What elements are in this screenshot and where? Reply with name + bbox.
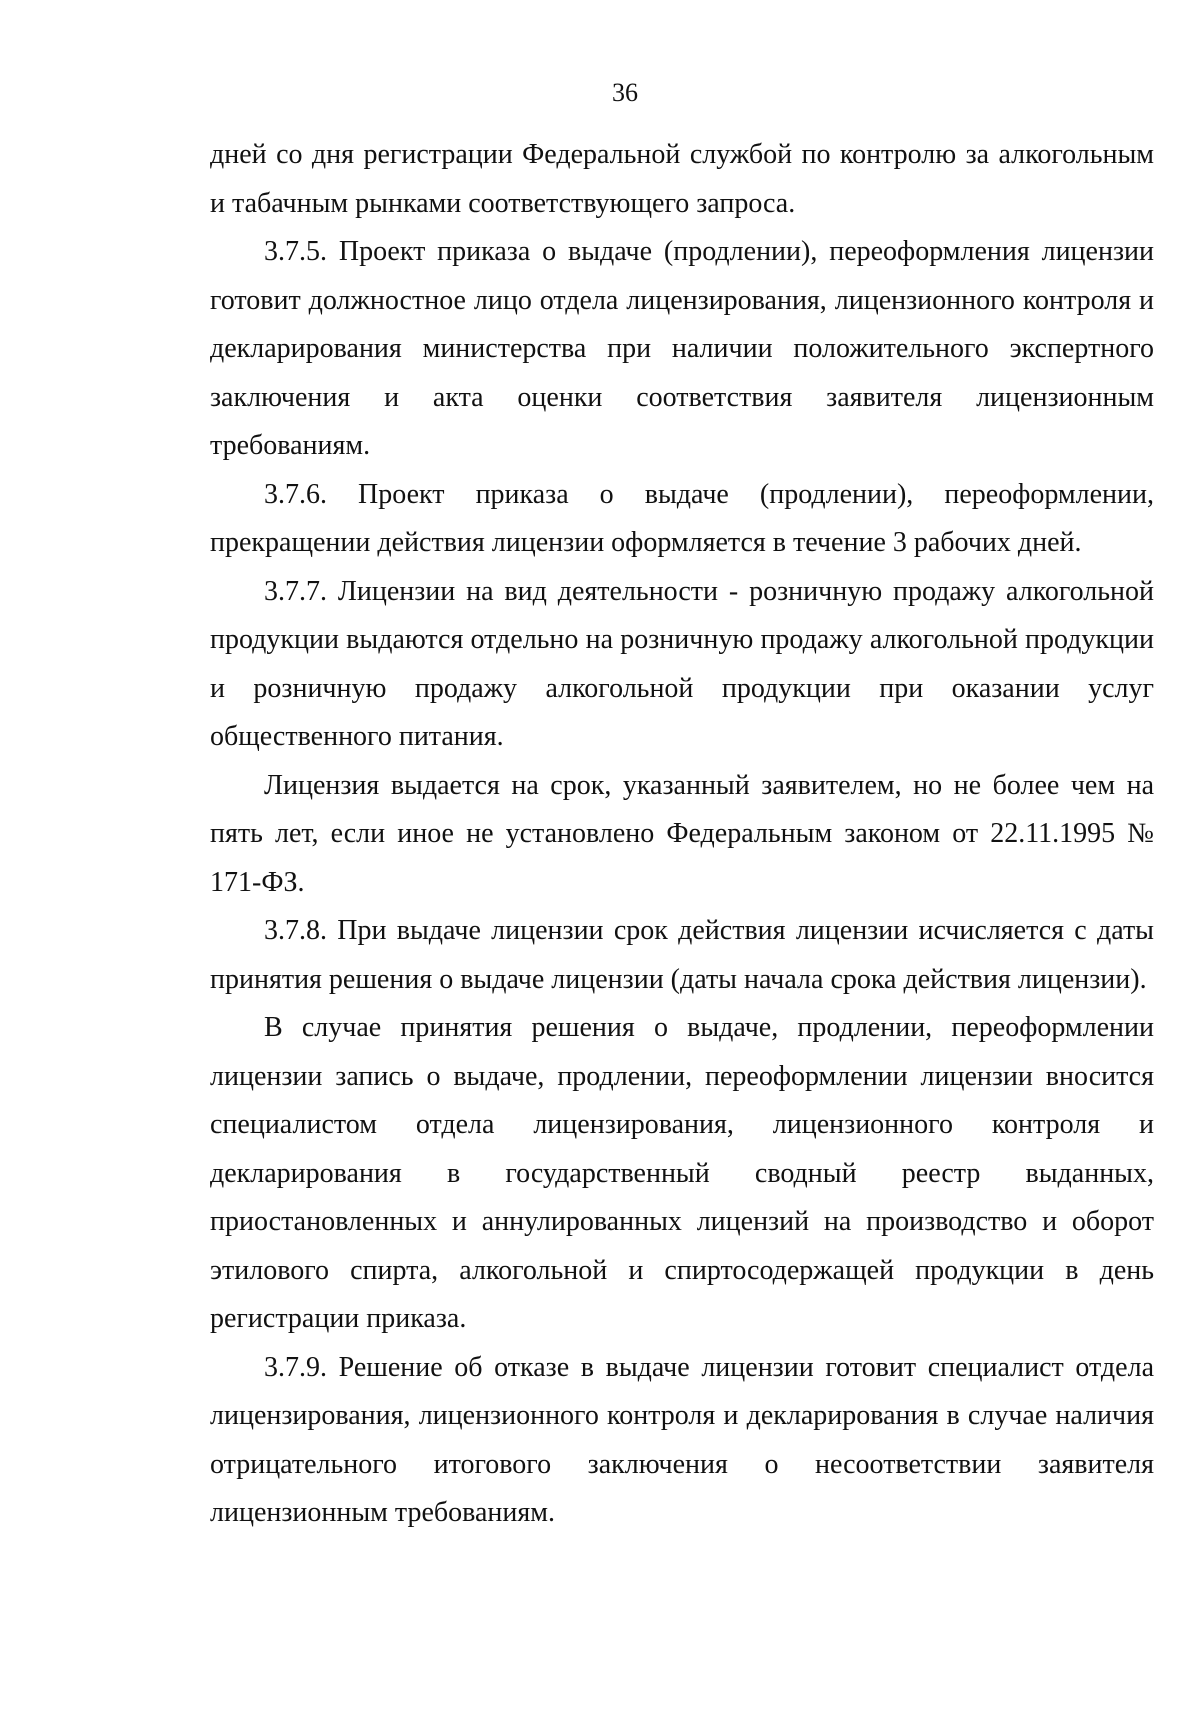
paragraph-license-term: Лицензия выдается на срок, указанный заявителем, но не более чем на пять лет, если иное не установлено Федеральным законом от 22.11.1995 № 171-ФЗ. — [210, 769, 1154, 898]
paragraph-continuation: дней со дня регистрации Федеральной службой по контролю за алкогольным и табачным рынками соответствующего запроса. — [210, 139, 1154, 219]
paragraph-3-7-5: 3.7.5. Проект приказа о выдаче (продлении), переоформления лицензии готовит должностное лицо отдела лицензирования, лицензионного контроля и декларирования министерства при наличии положительного экспертного заключения и акта оценки соответствия заявителя лицензионным требованиям. — [210, 236, 1154, 461]
document-body — [210, 131, 1154, 1538]
paragraph-registry-entry: В случае принятия решения о выдаче, продлении, переоформлении лицензии запись о выдаче, продлении, переоформлении лицензии вносится специалистом отдела лицензирования, лицензионного контроля и декларирования в государственный сводный реестр выданных, приостановленных и аннулированных лицензий на производство и оборот этилового спирта, алкогольной и спиртосодержащей продукции в день регистрации приказа. — [210, 1012, 1154, 1334]
paragraph-3-7-8: 3.7.8. При выдаче лицензии срок действия лицензии исчисляется с даты принятия решения о выдаче лицензии (даты начала срока действия лицензии). — [210, 915, 1154, 995]
paragraph-3-7-6: 3.7.6. Проект приказа о выдаче (продлении), переоформлении, прекращении действия лицензии оформляется в течение 3 рабочих дней. — [210, 478, 1154, 558]
paragraph-3-7-9: 3.7.9. Решение об отказе в выдаче лицензии готовит специалист отдела лицензирования, лицензионного контроля и декларирования в случае наличия отрицательного итогового заключения о несоответствии заявителя лицензионным требованиям. — [210, 1351, 1154, 1528]
paragraph-3-7-7: 3.7.7. Лицензии на вид деятельности - розничную продажу алкогольной продукции выдаются отдельно на розничную продажу алкогольной продукции и розничную продажу алкогольной продукции при оказании услуг общественного питания. — [210, 575, 1154, 752]
page-number: 36 — [612, 78, 638, 107]
